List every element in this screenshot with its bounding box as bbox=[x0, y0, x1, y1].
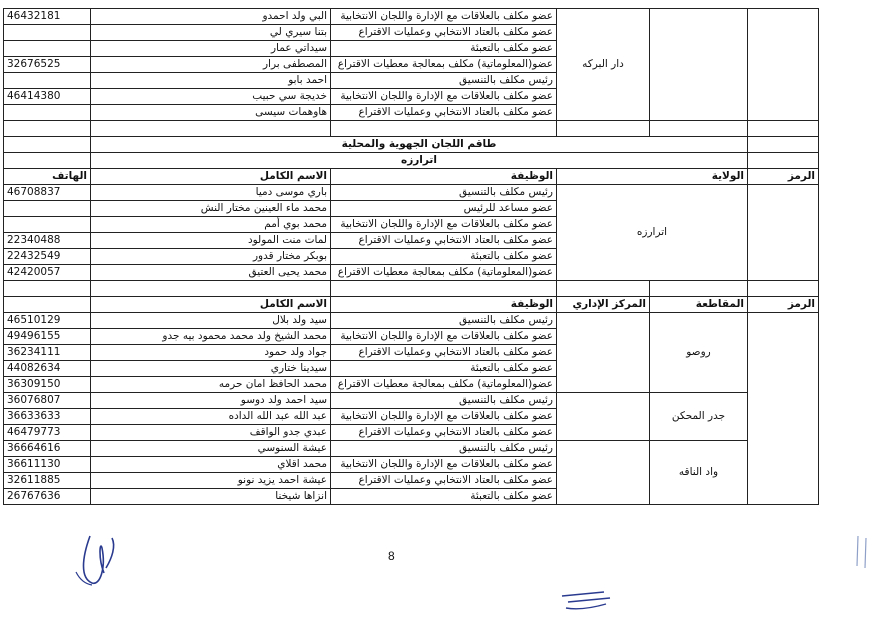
header-row bbox=[4, 297, 819, 313]
role-cell: عضو مكلف بالعتاد الانتخابي وعمليات الاقتراع bbox=[331, 105, 557, 121]
region-title-row bbox=[4, 153, 819, 169]
empty-cell bbox=[557, 121, 650, 137]
role-cell: عضو مكلف بالتعبئة bbox=[331, 361, 557, 377]
name-cell: محمد بوي أمم bbox=[91, 217, 331, 233]
name-cell: انزاها شيخنا bbox=[91, 489, 331, 505]
role-cell: رئيس مكلف بالتنسيق bbox=[331, 441, 557, 457]
name-cell: احمد بابو bbox=[91, 73, 331, 89]
place-cell: دار البركه bbox=[557, 9, 650, 121]
empty-cell bbox=[557, 313, 650, 393]
table-row bbox=[4, 313, 819, 329]
name-cell: محمد ماء العينين مختار النش bbox=[91, 201, 331, 217]
name-cell: محمد الشيخ ولد محمد محمود بيه جدو bbox=[91, 329, 331, 345]
section-title-row bbox=[4, 137, 819, 153]
table-row bbox=[4, 393, 819, 409]
role-cell: عضو(المعلوماتية) مكلف بمعالجة معطيات الاقتراع bbox=[331, 265, 557, 281]
empty-cell bbox=[748, 281, 819, 297]
phone-cell: 44082634 bbox=[4, 361, 91, 377]
header-phone: الهاتف bbox=[4, 169, 91, 185]
role-cell: عضو مكلف بالتعبئة bbox=[331, 249, 557, 265]
name-cell: عيشة احمد يزيد نونو bbox=[91, 473, 331, 489]
name-cell: المصطفى برار bbox=[91, 57, 331, 73]
header-row bbox=[4, 169, 819, 185]
signature-right bbox=[852, 532, 876, 572]
region-title: اترارزه bbox=[91, 153, 748, 169]
signature-bottom bbox=[558, 588, 618, 614]
phone-cell: 36611130 bbox=[4, 457, 91, 473]
empty-cell bbox=[557, 441, 650, 505]
phone-cell: 46708837 bbox=[4, 185, 91, 201]
name-cell: البي ولد احمدو bbox=[91, 9, 331, 25]
name-cell: محمد يحيى العتيق bbox=[91, 265, 331, 281]
name-cell: بوبكر مختار قدور bbox=[91, 249, 331, 265]
role-cell: عضو مكلف بالعلاقات مع الإدارة واللجان الانتخابية bbox=[331, 329, 557, 345]
phone-cell: 36234111 bbox=[4, 345, 91, 361]
empty-cell bbox=[557, 281, 650, 297]
signature-left bbox=[72, 528, 132, 590]
empty-cell bbox=[4, 153, 91, 169]
empty-cell bbox=[4, 297, 91, 313]
header-name: الاسم الكامل bbox=[91, 297, 331, 313]
empty-cell bbox=[650, 9, 748, 121]
role-cell: عضو(المعلوماتية) مكلف بمعالجة معطيات الاقتراع bbox=[331, 57, 557, 73]
empty-cell bbox=[557, 393, 650, 441]
empty-cell bbox=[91, 121, 331, 137]
phone-cell: 22432549 bbox=[4, 249, 91, 265]
phone-cell bbox=[4, 41, 91, 57]
phone-cell: 26767636 bbox=[4, 489, 91, 505]
role-cell: عضو مكلف بالعتاد الانتخابي وعمليات الاقتراع bbox=[331, 233, 557, 249]
header-center: المركز الإداري bbox=[557, 297, 650, 313]
name-cell: سيداتي عمار bbox=[91, 41, 331, 57]
page-number: 8 bbox=[388, 549, 395, 563]
role-cell: عضو مكلف بالعتاد الانتخابي وعمليات الاقتراع bbox=[331, 25, 557, 41]
section-title: طاقم اللجان الجهوية والمحلية bbox=[91, 137, 748, 153]
phone-cell: 46479773 bbox=[4, 425, 91, 441]
name-cell: محمد اقلاي bbox=[91, 457, 331, 473]
phone-cell: 36664616 bbox=[4, 441, 91, 457]
role-cell: رئيس مكلف بالتنسيق bbox=[331, 185, 557, 201]
phone-cell bbox=[4, 73, 91, 89]
phone-cell bbox=[4, 25, 91, 41]
header-role: الوظيفة bbox=[331, 297, 557, 313]
table-row bbox=[4, 185, 819, 201]
header-moughataa: المقاطعة bbox=[650, 297, 748, 313]
place-cell: اترارزه bbox=[557, 185, 748, 281]
empty-cell bbox=[748, 185, 819, 281]
role-cell: عضو مكلف بالعلاقات مع الإدارة واللجان الانتخابية bbox=[331, 409, 557, 425]
header-code: الرمز bbox=[748, 169, 819, 185]
phone-cell: 46432181 bbox=[4, 9, 91, 25]
phone-cell: 32611885 bbox=[4, 473, 91, 489]
role-cell: عضو مكلف بالعتاد الانتخابي وعمليات الاقتراع bbox=[331, 473, 557, 489]
header-name: الاسم الكامل bbox=[91, 169, 331, 185]
name-cell: هاوهمات سيسى bbox=[91, 105, 331, 121]
role-cell: عضو مساعد للرئيس bbox=[331, 201, 557, 217]
empty-cell bbox=[748, 313, 819, 505]
phone-cell: 36076807 bbox=[4, 393, 91, 409]
name-cell: خديجة سي حبيب bbox=[91, 89, 331, 105]
empty-cell bbox=[91, 281, 331, 297]
name-cell: عبد الله عبد الله الداده bbox=[91, 409, 331, 425]
empty-row bbox=[4, 281, 819, 297]
empty-cell bbox=[331, 281, 557, 297]
name-cell: جواد ولد حمود bbox=[91, 345, 331, 361]
table-row bbox=[4, 9, 819, 25]
name-cell: لمات منت المولود bbox=[91, 233, 331, 249]
table-body bbox=[4, 9, 819, 505]
header-role: الوظيفة bbox=[331, 169, 557, 185]
empty-cell bbox=[650, 121, 748, 137]
phone-cell: 36633633 bbox=[4, 409, 91, 425]
role-cell: عضو مكلف بالتعبئة bbox=[331, 41, 557, 57]
header-code: الرمز bbox=[748, 297, 819, 313]
role-cell: عضو مكلف بالعلاقات مع الإدارة واللجان الانتخابية bbox=[331, 457, 557, 473]
phone-cell bbox=[4, 217, 91, 233]
name-cell: سيد احمد ولد دوسو bbox=[91, 393, 331, 409]
name-cell: باري موسى دميا bbox=[91, 185, 331, 201]
name-cell: محمد الحافظ امان حرمه bbox=[91, 377, 331, 393]
role-cell: عضو مكلف بالعتاد الانتخابي وعمليات الاقتراع bbox=[331, 345, 557, 361]
name-cell: عبدي جدو الواقف bbox=[91, 425, 331, 441]
header-wilaya: الولاية bbox=[557, 169, 748, 185]
phone-cell: 32676525 bbox=[4, 57, 91, 73]
empty-cell bbox=[748, 153, 819, 169]
empty-cell bbox=[4, 137, 91, 153]
empty-row bbox=[4, 121, 819, 137]
role-cell: عضو مكلف بالعلاقات مع الإدارة واللجان الانتخابية bbox=[331, 9, 557, 25]
phone-cell bbox=[4, 105, 91, 121]
role-cell: رئيس مكلف بالتنسيق bbox=[331, 393, 557, 409]
role-cell: عضو مكلف بالعلاقات مع الإدارة واللجان الانتخابية bbox=[331, 89, 557, 105]
name-cell: سيد ولد بلال bbox=[91, 313, 331, 329]
place-cell: جدر المحكن bbox=[650, 393, 748, 441]
empty-cell bbox=[4, 121, 91, 137]
committees-table bbox=[3, 8, 819, 505]
role-cell: عضو مكلف بالعلاقات مع الإدارة واللجان الانتخابية bbox=[331, 217, 557, 233]
empty-cell bbox=[748, 137, 819, 153]
role-cell: عضو مكلف بالعتاد الانتخابي وعمليات الاقتراع bbox=[331, 425, 557, 441]
role-cell: رئيس مكلف بالتنسيق bbox=[331, 313, 557, 329]
table-row bbox=[4, 441, 819, 457]
empty-cell bbox=[4, 281, 91, 297]
role-cell: عضو(المعلوماتية) مكلف بمعالجة معطيات الاقتراع bbox=[331, 377, 557, 393]
role-cell: رئيس مكلف بالتنسيق bbox=[331, 73, 557, 89]
phone-cell: 36309150 bbox=[4, 377, 91, 393]
phone-cell: 22340488 bbox=[4, 233, 91, 249]
empty-cell bbox=[650, 281, 748, 297]
phone-cell bbox=[4, 201, 91, 217]
phone-cell: 46414380 bbox=[4, 89, 91, 105]
phone-cell: 46510129 bbox=[4, 313, 91, 329]
empty-cell bbox=[748, 9, 819, 121]
place-cell: واد الناقه bbox=[650, 441, 748, 505]
empty-cell bbox=[331, 121, 557, 137]
role-cell: عضو مكلف بالتعبئة bbox=[331, 489, 557, 505]
place-cell: روصو bbox=[650, 313, 748, 393]
empty-cell bbox=[748, 121, 819, 137]
name-cell: سيدينا ختاري bbox=[91, 361, 331, 377]
phone-cell: 49496155 bbox=[4, 329, 91, 345]
name-cell: بتنا سيري لي bbox=[91, 25, 331, 41]
phone-cell: 42420057 bbox=[4, 265, 91, 281]
name-cell: عيشة السنوسي bbox=[91, 441, 331, 457]
